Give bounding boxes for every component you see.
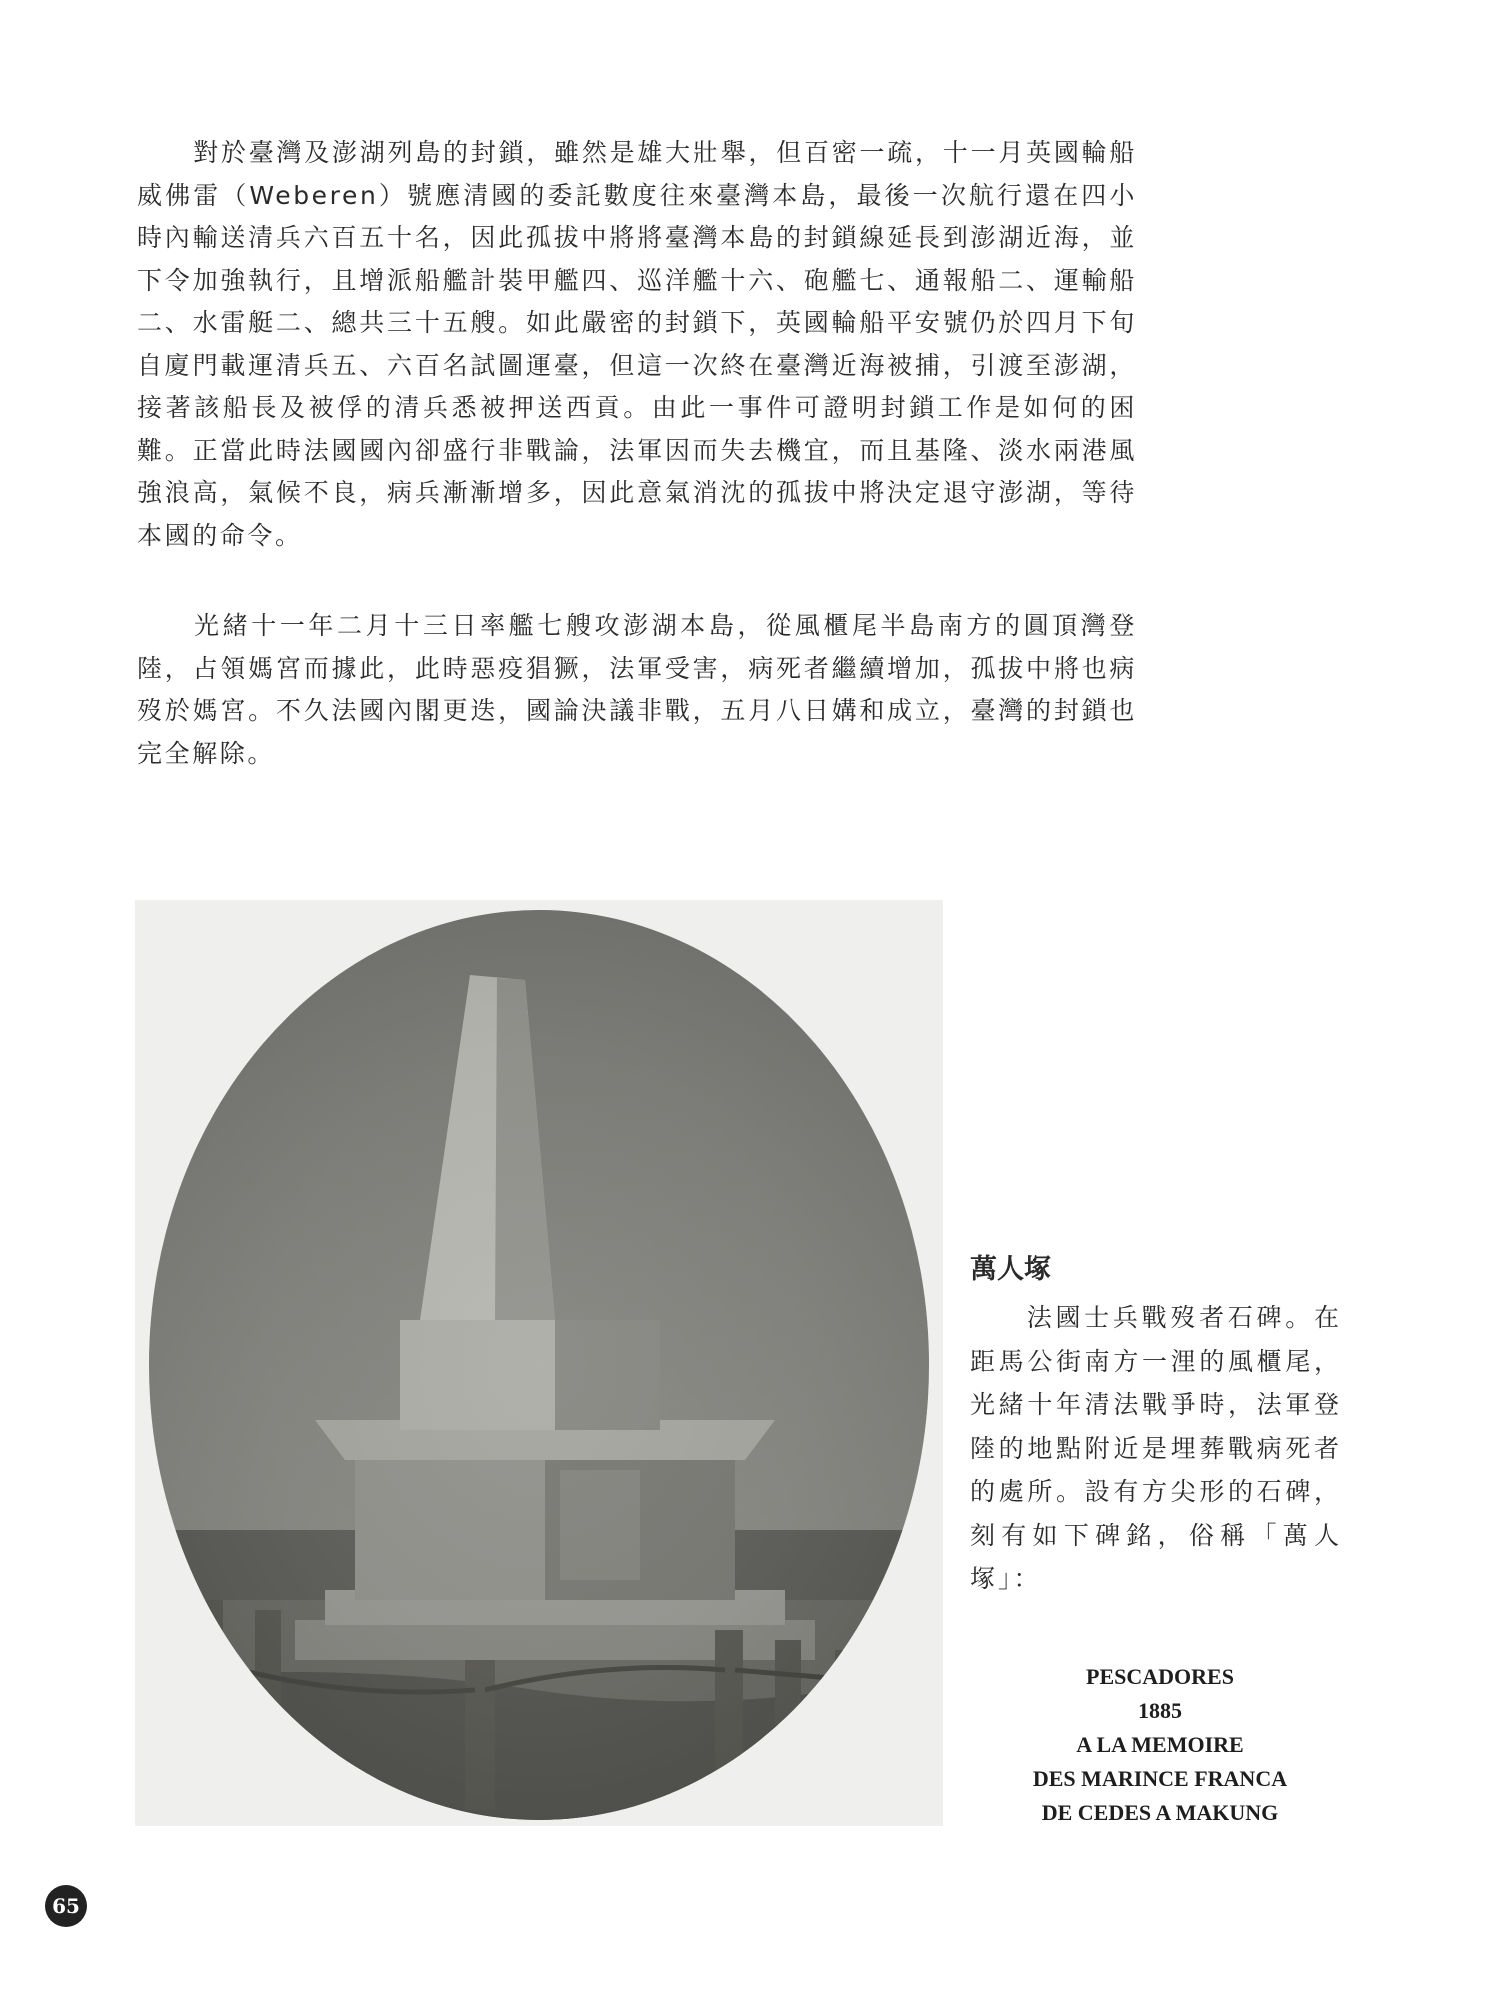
paragraph-1-text: 對於臺灣及澎湖列島的封鎖，雖然是雄大壯舉，但百密一疏，十一月英國輪船威佛雷（Weberen）號應清國的委託數度往來臺灣本島，最後一次航行還在四小時內輸送清兵六百五十名，因此孤拔中將將臺灣本島的封鎖線延長到澎湖近海，並下令加強執行，且增派船艦計裝甲艦四、巡洋艦十六、砲艦七、通報船二、運輸船二、水雷艇二、總共三十五艘。如此嚴密的封鎖下，英國輪船平安號仍於四月下旬自廈門載運清兵五、六百名試圖運臺，但這一次終在臺灣近海被捕，引渡至澎湖，接著該船長及被俘的清兵悉被押送西貢。由此一事件可證明封鎖工作是如何的困難。正當此時法國國內卻盛行非戰論，法軍因而失去機宜，而且基隆、淡水兩港風強浪高，氣候不良，病兵漸漸增多，因此意氣消沈的孤拔中將決定退守澎湖，等待本國的命令。 [137,138,1137,550]
inscription-line-2: 1885 [1138,1698,1182,1723]
inscription-line-4: DES MARINCE FRANCA [1032,1766,1288,1791]
page-number: 65 [45,1885,87,1927]
caption-title: 萬人塚 [970,1254,1051,1285]
paragraph-1 [137,132,1137,557]
caption-body: 法國士兵戰歿者石碑。在距馬公街南方一浬的風櫃尾，光緒十年清法戰爭時，法軍登陸的地點附近是埋葬戰病死者的處所。設有方尖形的石碑，刻有如下碑銘，俗稱「萬人塚」： [970,1303,1342,1593]
inscription-line-1: PESCADORES [1086,1664,1234,1689]
inscription-line-3: A LA MEMOIRE [1076,1732,1244,1757]
caption-body-wrap [970,1296,1342,1601]
paragraph-2 [137,605,1137,775]
paragraph-2-text: 光緒十一年二月十三日率艦七艘攻澎湖本島，從風櫃尾半島南方的圓頂灣登陸，占領媽宮而據此，此時惡疫猖獗，法軍受害，病死者繼續增加，孤拔中將也病歿於媽宮。不久法國內閣更迭，國論決議非戰，五月八日媾和成立，臺灣的封鎖也完全解除。 [137,611,1137,768]
obelisk-illustration [135,900,943,1826]
monument-photo [135,900,943,1826]
inscription-line-5: DE CEDES A MAKUNG [1041,1800,1279,1825]
photo-caption [970,1250,1342,1601]
monument-inscription [1000,1660,1320,1830]
